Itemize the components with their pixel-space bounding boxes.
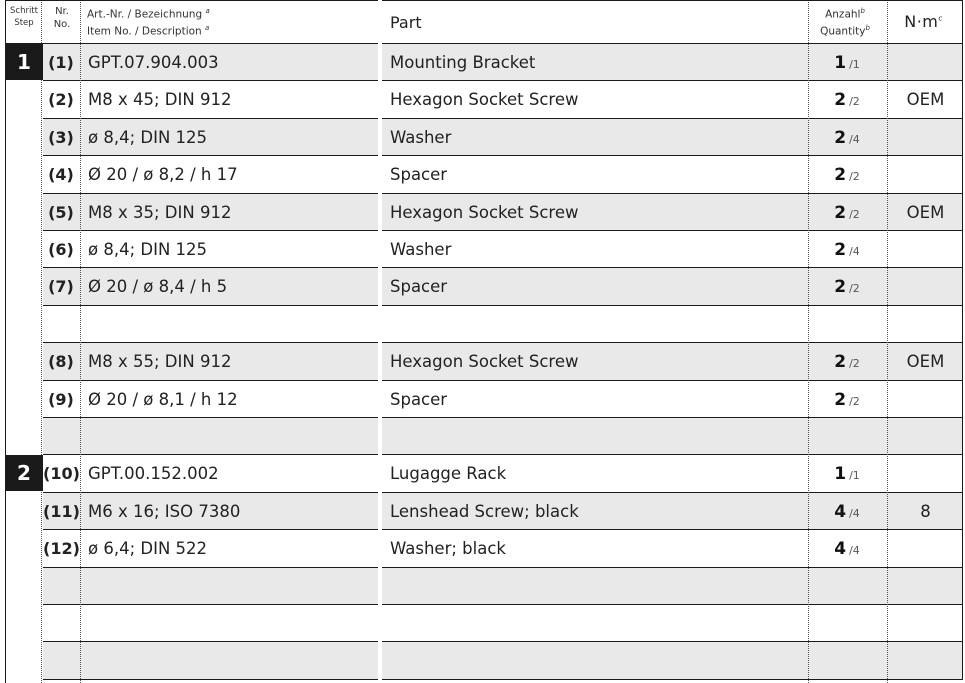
part-column-header: Part bbox=[390, 13, 422, 32]
row-left-cell bbox=[43, 306, 378, 343]
item-description: ø 8,4; DIN 125 bbox=[88, 240, 208, 259]
part-name: Washer; black bbox=[390, 539, 506, 559]
table-row bbox=[0, 119, 965, 156]
item-number: (12) bbox=[43, 539, 80, 559]
table-row bbox=[0, 568, 965, 605]
item-header-footnote-a: a bbox=[205, 7, 210, 15]
item-number: (3) bbox=[48, 127, 74, 147]
part-name: Hexagon Socket Screw bbox=[390, 90, 579, 110]
table-row bbox=[0, 381, 965, 418]
quantity-cell bbox=[808, 530, 886, 567]
quantity-cell bbox=[808, 605, 886, 642]
item-number: (2) bbox=[48, 90, 74, 110]
quantity-value: 4 bbox=[834, 539, 847, 560]
table-row bbox=[0, 81, 965, 118]
quantity-value: 4 bbox=[834, 501, 847, 522]
item-description: GPT.07.904.003 bbox=[88, 53, 219, 72]
quantity-value: 2 bbox=[834, 202, 847, 223]
quantity-value: 2 bbox=[834, 127, 847, 148]
quantity-cell bbox=[808, 418, 886, 455]
torque-header-label: N·m bbox=[904, 12, 939, 31]
quantity-total: /2 bbox=[849, 207, 860, 221]
quantity-cell bbox=[808, 568, 886, 605]
quantity-total: /4 bbox=[849, 245, 860, 258]
item-description: GPT.00.152.002 bbox=[88, 464, 219, 484]
table-row bbox=[0, 231, 965, 268]
row-left-cell bbox=[43, 605, 378, 642]
part-name: Spacer bbox=[390, 277, 448, 297]
torque-header-footnote-c: c bbox=[938, 14, 943, 23]
part-name: Lugagge Rack bbox=[390, 464, 507, 484]
torque-column-header bbox=[885, 12, 962, 31]
part-name: Hexagon Socket Screw bbox=[390, 352, 579, 372]
quantity-total: /4 bbox=[849, 506, 860, 520]
quantity-cell bbox=[808, 194, 886, 231]
part-quantity-separator bbox=[808, 2, 809, 683]
torque-value bbox=[888, 119, 963, 156]
item-description: M8 x 55; DIN 912 bbox=[88, 352, 232, 372]
quantity-header-de: Anzahl bbox=[825, 8, 861, 21]
table-row bbox=[0, 156, 965, 193]
quantity-value: 2 bbox=[834, 352, 847, 373]
step-header-en: Step bbox=[14, 18, 34, 28]
torque-value bbox=[888, 418, 963, 455]
item-number bbox=[43, 418, 79, 455]
item-description: Ø 20 / ø 8,1 / h 12 bbox=[88, 389, 238, 409]
quantity-header-footnote-b: b bbox=[860, 7, 865, 15]
quantity-header-footnote-b-2: b bbox=[865, 23, 870, 32]
torque-value bbox=[888, 568, 963, 605]
row-left-cell bbox=[43, 418, 378, 455]
quantity-cell bbox=[808, 343, 886, 380]
table-row bbox=[0, 642, 965, 679]
item-description: M6 x 16; ISO 7380 bbox=[88, 501, 241, 521]
item-description: M8 x 35; DIN 912 bbox=[88, 202, 232, 222]
quantity-value: 2 bbox=[834, 240, 847, 260]
step-badge: 2 bbox=[5, 455, 43, 491]
table-header-left bbox=[5, 0, 378, 44]
item-description: M8 x 45; DIN 912 bbox=[88, 90, 232, 110]
number-item-separator bbox=[80, 2, 81, 683]
item-number bbox=[43, 306, 79, 343]
table-header-right bbox=[382, 0, 963, 44]
part-name: Mounting Bracket bbox=[390, 53, 536, 72]
torque-value bbox=[888, 381, 963, 418]
item-number: (11) bbox=[43, 501, 80, 521]
quantity-total: /4 bbox=[849, 544, 860, 558]
torque-value bbox=[888, 605, 963, 642]
table-row bbox=[0, 44, 965, 81]
quantity-torque-separator bbox=[887, 2, 888, 683]
row-left-cell bbox=[43, 568, 378, 605]
item-number: (6) bbox=[48, 240, 74, 259]
quantity-cell bbox=[808, 455, 886, 492]
quantity-total: /1 bbox=[849, 469, 860, 483]
quantity-cell bbox=[808, 231, 886, 268]
quantity-value: 2 bbox=[834, 389, 847, 410]
quantity-cell bbox=[808, 44, 886, 81]
table-row bbox=[0, 605, 965, 642]
row-left-cell bbox=[43, 642, 378, 679]
table-row bbox=[0, 418, 965, 455]
part-name: Washer bbox=[390, 127, 452, 147]
item-number: (1) bbox=[48, 53, 74, 72]
item-number: (8) bbox=[48, 352, 74, 372]
part-name: Spacer bbox=[390, 165, 448, 185]
torque-value bbox=[888, 156, 963, 193]
torque-value: 8 bbox=[920, 501, 931, 521]
quantity-cell bbox=[808, 119, 886, 156]
quantity-total: /4 bbox=[849, 132, 860, 146]
item-description: ø 8,4; DIN 125 bbox=[88, 127, 208, 147]
torque-value bbox=[888, 530, 963, 567]
table-row bbox=[0, 530, 965, 567]
torque-value bbox=[888, 642, 963, 679]
quantity-column-header bbox=[807, 5, 883, 38]
quantity-cell bbox=[808, 268, 886, 305]
number-header-en: No. bbox=[53, 19, 71, 30]
quantity-cell bbox=[808, 381, 886, 418]
torque-value bbox=[888, 268, 963, 305]
torque-value: OEM bbox=[906, 90, 945, 110]
item-number: (9) bbox=[48, 389, 74, 409]
item-description: ø 6,4; DIN 522 bbox=[88, 539, 208, 559]
quantity-total: /1 bbox=[849, 58, 860, 71]
table-row bbox=[0, 455, 965, 492]
part-name: Spacer bbox=[390, 389, 448, 409]
item-header-en: Item No. / Description bbox=[87, 25, 202, 37]
item-number bbox=[43, 605, 79, 642]
quantity-cell bbox=[808, 493, 886, 530]
quantity-header-en: Quantity bbox=[820, 25, 866, 37]
quantity-cell bbox=[808, 81, 886, 118]
part-name: Lenshead Screw; black bbox=[390, 501, 579, 521]
table-row bbox=[0, 306, 965, 343]
item-description: Ø 20 / ø 8,2 / h 17 bbox=[88, 165, 238, 185]
table-row bbox=[0, 343, 965, 380]
step-badge: 1 bbox=[5, 44, 43, 80]
item-number bbox=[43, 642, 79, 679]
quantity-value: 1 bbox=[834, 53, 847, 73]
item-number bbox=[43, 568, 79, 605]
item-number: (10) bbox=[43, 464, 80, 484]
item-number: (5) bbox=[48, 202, 74, 222]
quantity-total: /2 bbox=[849, 394, 860, 408]
torque-value: OEM bbox=[906, 352, 945, 372]
item-column-header bbox=[87, 5, 377, 38]
table-row bbox=[0, 268, 965, 305]
number-header-de: Nr. bbox=[55, 6, 69, 17]
part-name: Washer bbox=[390, 240, 452, 259]
item-header-footnote-a-2: a bbox=[205, 23, 210, 32]
quantity-cell bbox=[808, 642, 886, 679]
number-column-header bbox=[43, 5, 81, 31]
part-name: Hexagon Socket Screw bbox=[390, 202, 579, 222]
quantity-value: 2 bbox=[834, 277, 847, 298]
quantity-total: /2 bbox=[849, 282, 860, 296]
torque-value bbox=[888, 44, 963, 81]
step-column-header bbox=[6, 5, 42, 29]
item-number: (7) bbox=[48, 277, 74, 297]
quantity-cell bbox=[808, 306, 886, 343]
quantity-total: /2 bbox=[849, 357, 860, 371]
quantity-total: /2 bbox=[849, 170, 860, 184]
torque-value bbox=[888, 455, 963, 492]
step-number-separator bbox=[41, 2, 42, 683]
quantity-value: 1 bbox=[834, 464, 847, 485]
table-row bbox=[0, 493, 965, 530]
item-description: Ø 20 / ø 8,4 / h 5 bbox=[88, 277, 228, 297]
torque-value: OEM bbox=[906, 202, 945, 222]
item-header-de: Art.-Nr. / Bezeichnung bbox=[87, 8, 203, 21]
step-header-de: Schritt bbox=[10, 6, 38, 16]
torque-value bbox=[888, 231, 963, 268]
torque-value bbox=[888, 306, 963, 343]
quantity-value: 2 bbox=[834, 165, 847, 186]
table-row bbox=[0, 194, 965, 231]
quantity-total: /2 bbox=[849, 95, 860, 109]
item-number: (4) bbox=[48, 165, 74, 185]
quantity-value: 2 bbox=[834, 90, 847, 111]
quantity-cell bbox=[808, 156, 886, 193]
